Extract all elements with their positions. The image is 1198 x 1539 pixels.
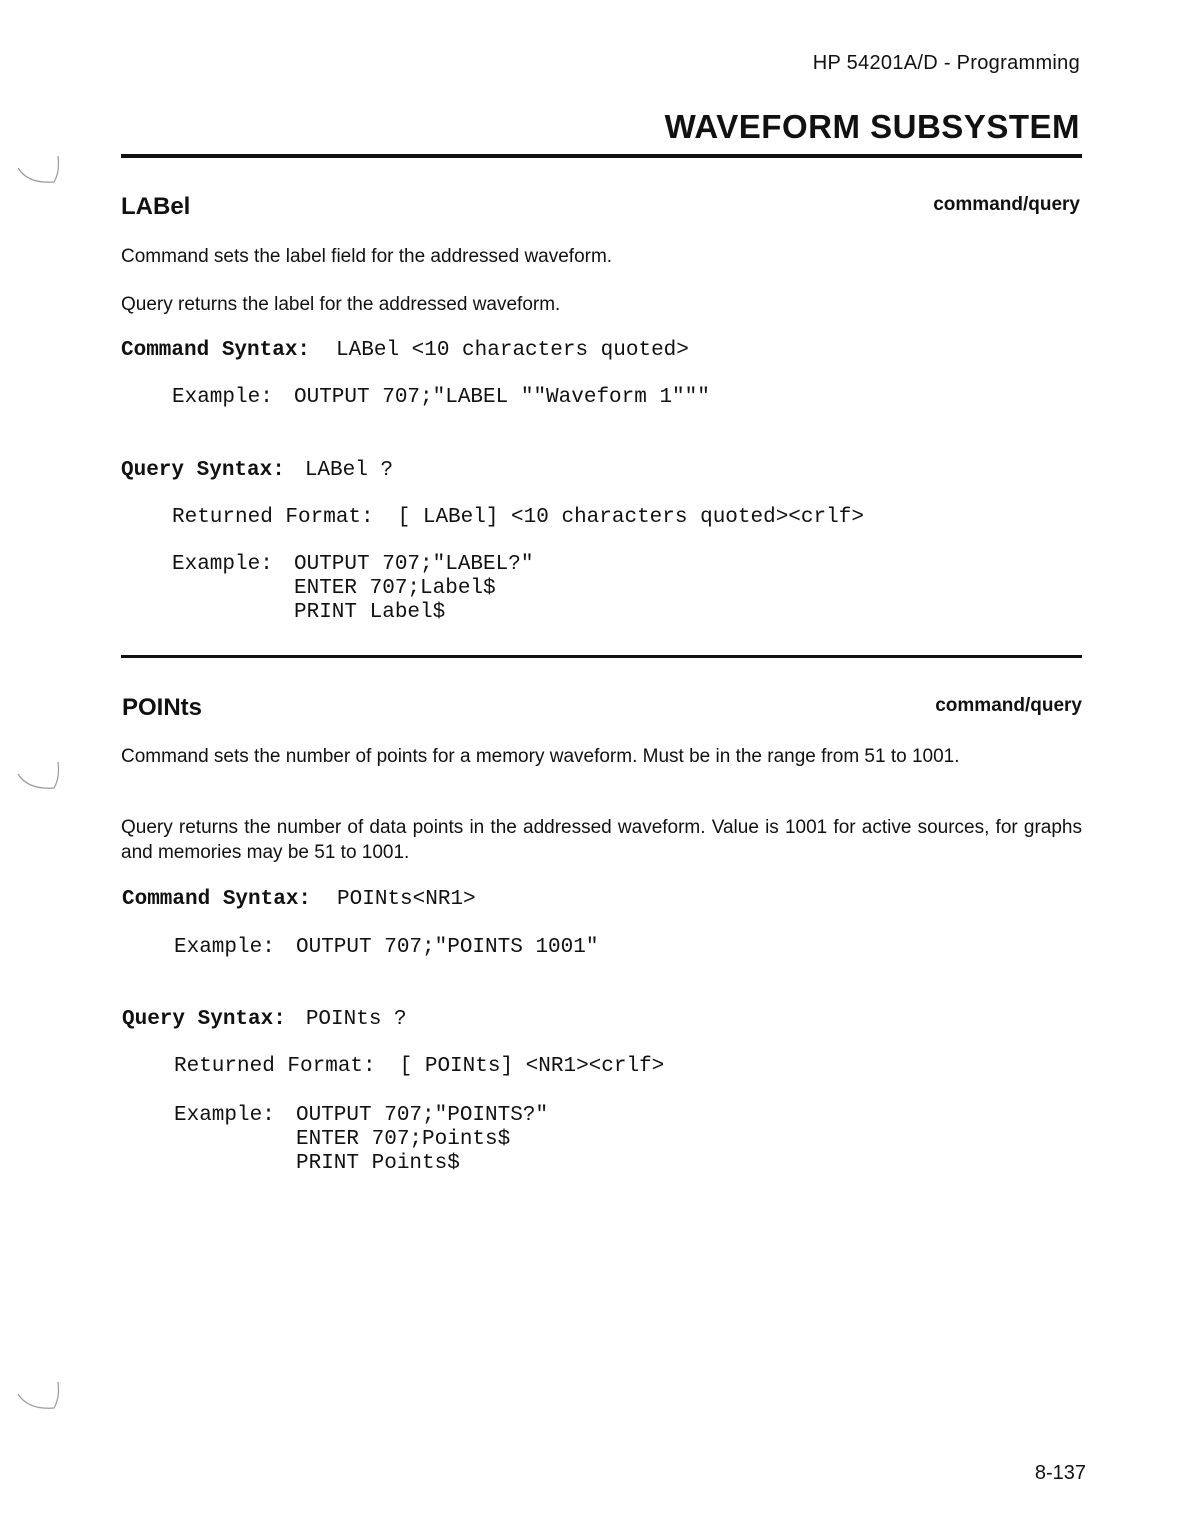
returned-format-value: [ LABel] <10 characters quoted><crlf> [397, 506, 864, 529]
punch-hole-mark-middle [14, 752, 60, 796]
command-example-value: OUTPUT 707;"LABEL ""Waveform 1""" [294, 386, 710, 409]
query-example-line-1: OUTPUT 707;"LABEL?" [294, 553, 534, 576]
punch-hole-mark-top [14, 146, 60, 190]
command-syntax-label: Command Syntax: [122, 888, 312, 911]
query-example-label: Example: [174, 1104, 275, 1127]
query-example-line-3: PRINT Points$ [296, 1152, 460, 1175]
query-example-label: Example: [172, 553, 273, 576]
query-syntax-label: Query Syntax: [122, 1008, 286, 1031]
query-description: Query returns the number of data points in the addressed waveform. Value is 1001 for active sources, for graphs and memories may be 51 to 1001. [121, 817, 1082, 863]
running-head: HP 54201A/D - Programming [812, 52, 1080, 74]
command-syntax-value: LABel <10 characters quoted> [336, 339, 689, 362]
returned-format-line [174, 1055, 664, 1079]
command-syntax-value: POINts<NR1> [337, 888, 476, 911]
returned-format-line [172, 506, 864, 530]
query-example-line-2: ENTER 707;Points$ [296, 1128, 511, 1151]
command-syntax-line [121, 339, 689, 363]
query-syntax-value: LABel ? [304, 459, 394, 482]
command-description: Command sets the label field for the addressed waveform. [121, 246, 613, 267]
section-divider [121, 655, 1082, 658]
title-rule [121, 154, 1082, 158]
section-name: POINts [122, 694, 203, 721]
returned-format-label: Returned Format: [174, 1055, 376, 1078]
command-example-value: OUTPUT 707;"POINTS 1001" [296, 936, 599, 959]
query-example-line-1: OUTPUT 707;"POINTS?" [296, 1104, 549, 1127]
command-syntax-line [122, 888, 476, 912]
query-example-line-2: ENTER 707;Label$ [294, 577, 496, 600]
query-example-line-3: PRINT Label$ [294, 601, 446, 624]
query-syntax-line [121, 459, 393, 483]
query-syntax-label: Query Syntax: [121, 459, 285, 482]
command-syntax-label: Command Syntax: [121, 339, 311, 362]
page-number: 8-137 [1034, 1462, 1086, 1484]
returned-format-value: [ POINts] <NR1><crlf> [399, 1055, 665, 1078]
section-type: command/query [935, 695, 1082, 716]
command-description: Command sets the number of points for a memory waveform. Must be in the range from 51 to 1001. [121, 746, 960, 767]
section-type: command/query [933, 194, 1080, 215]
command-example-label: Example: [172, 386, 273, 409]
query-description: Query returns the label for the addressed waveform. [121, 294, 561, 315]
command-example-label: Example: [174, 936, 275, 959]
query-syntax-value: POINts ? [305, 1008, 407, 1031]
section-name: LABel [121, 193, 191, 220]
returned-format-label: Returned Format: [172, 506, 374, 529]
punch-hole-mark-bottom [14, 1372, 60, 1416]
query-syntax-line [122, 1008, 407, 1032]
page-title: WAVEFORM SUBSYSTEM [664, 108, 1080, 145]
